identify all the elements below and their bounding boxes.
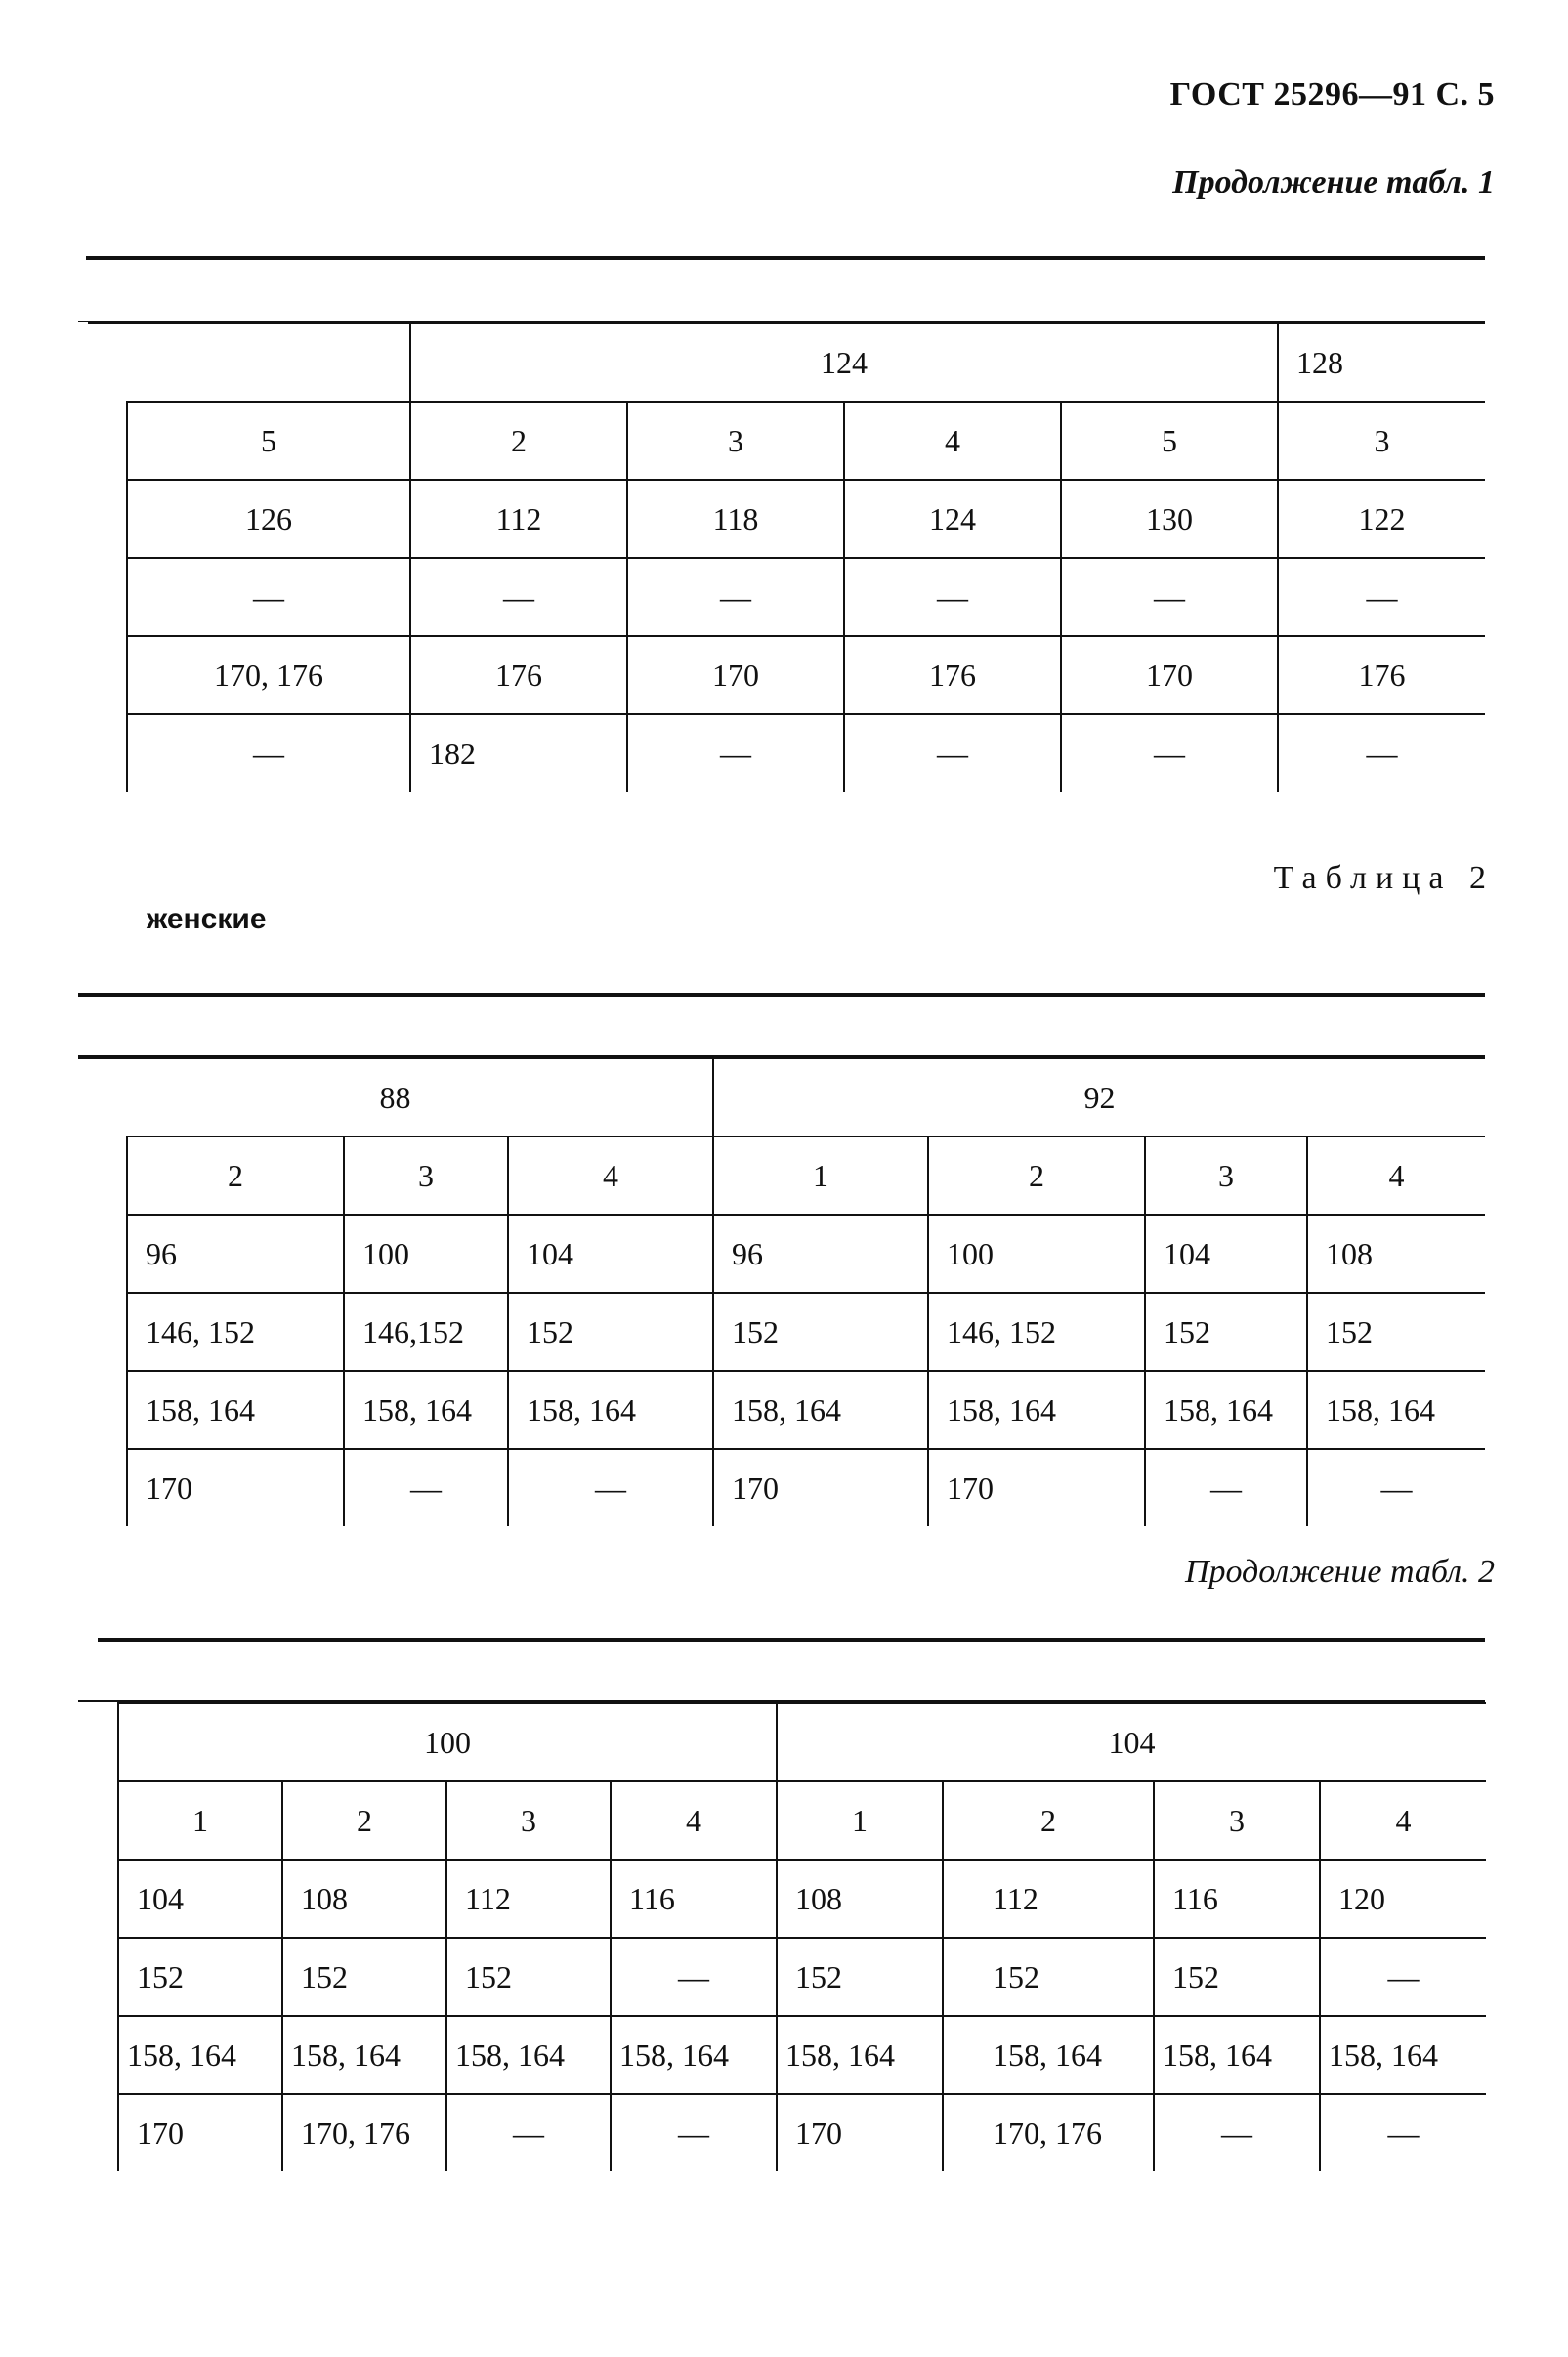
table-cell: —: [844, 714, 1061, 792]
table-cell: 170: [1061, 636, 1278, 714]
table2-cont-top-rule: [98, 1638, 1485, 1642]
group-header-cell: 92: [713, 1058, 1485, 1136]
column-header-cell: 3: [1145, 1136, 1307, 1215]
column-header-cell: 2: [127, 1136, 344, 1215]
table-row: [78, 1058, 1485, 1136]
table-row: [118, 1703, 1486, 1781]
column-header-cell: 2: [410, 402, 627, 480]
table-row: [78, 1371, 1485, 1449]
table-cell: 170: [627, 636, 844, 714]
column-header-cell: 5: [127, 402, 410, 480]
column-header-cell: 3: [446, 1781, 611, 1860]
table-cell: —: [1154, 2094, 1320, 2171]
table-row: [118, 1781, 1486, 1860]
table-cell: 158, 164: [1320, 2016, 1486, 2094]
table-cell: 170: [118, 2094, 282, 2171]
table-cell: —: [1061, 558, 1278, 636]
column-header-cell: 5: [1061, 402, 1278, 480]
table-cell: 152: [943, 1938, 1154, 2016]
table-cell: 158, 164: [713, 1371, 928, 1449]
group-header-cell: 128: [1278, 323, 1485, 402]
table-row: [78, 1449, 1485, 1526]
column-header-cell: 1: [118, 1781, 282, 1860]
table-row: [118, 1860, 1486, 1938]
table-cell: —: [127, 714, 410, 792]
table-cell: 104: [1145, 1215, 1307, 1293]
table-cell: 120: [1320, 1860, 1486, 1938]
table-cell: 158, 164: [282, 2016, 446, 2094]
margin-cell: [88, 402, 127, 480]
table2-continuation: [117, 1702, 1486, 2171]
table-row: [118, 2094, 1486, 2171]
table-cell: 158, 164: [777, 2016, 943, 2094]
table-cell: 158, 164: [943, 2016, 1154, 2094]
group-header-cell: 100: [118, 1703, 777, 1781]
table-row: [118, 1938, 1486, 2016]
column-header-cell: 4: [1320, 1781, 1486, 1860]
table-cell: 100: [928, 1215, 1145, 1293]
table-cell: —: [1278, 558, 1485, 636]
table-row: [78, 1215, 1485, 1293]
table-cell: 116: [611, 1860, 777, 1938]
table-cell: 124: [844, 480, 1061, 558]
table-cell: —: [611, 1938, 777, 2016]
table-cell: —: [508, 1449, 713, 1526]
table-cell: 146,152: [344, 1293, 508, 1371]
table-cell: 152: [1154, 1938, 1320, 2016]
table-cell: 112: [446, 1860, 611, 1938]
table-cell: 126: [127, 480, 410, 558]
column-header-cell: 3: [627, 402, 844, 480]
table-cell: 108: [282, 1860, 446, 1938]
table-cell: —: [1320, 1938, 1486, 2016]
table-row: [78, 1136, 1485, 1215]
table-cell: 108: [777, 1860, 943, 1938]
table-cell: 152: [118, 1938, 282, 2016]
column-header-cell: 4: [844, 402, 1061, 480]
table-cell: —: [844, 558, 1061, 636]
table1-top-rule: [86, 256, 1485, 260]
table-cell: 152: [713, 1293, 928, 1371]
table1-continuation: [88, 322, 1485, 792]
table-cell: 170, 176: [282, 2094, 446, 2171]
table-cell: 100: [344, 1215, 508, 1293]
column-header-cell: 1: [713, 1136, 928, 1215]
table-cell: 176: [410, 636, 627, 714]
table-cell: —: [410, 558, 627, 636]
table-cell: —: [127, 558, 410, 636]
table-cell: 122: [1278, 480, 1485, 558]
group-header-cell: 124: [410, 323, 1278, 402]
group-header-cell: 88: [78, 1058, 713, 1136]
table-cell: —: [344, 1449, 508, 1526]
table-cell: 146, 152: [928, 1293, 1145, 1371]
column-header-cell: 1: [777, 1781, 943, 1860]
table-cell: 96: [127, 1215, 344, 1293]
table-row: [88, 636, 1485, 714]
table-cell: 152: [282, 1938, 446, 2016]
table-cell: 112: [943, 1860, 1154, 1938]
table-cell: 158, 164: [118, 2016, 282, 2094]
table-cell: 182: [410, 714, 627, 792]
table-cell: —: [1145, 1449, 1307, 1526]
table-cell: 108: [1307, 1215, 1485, 1293]
blank-header-cell: [88, 323, 410, 402]
group-header-cell: 104: [777, 1703, 1486, 1781]
table-cell: —: [1320, 2094, 1486, 2171]
table-row: [88, 558, 1485, 636]
table-cell: 176: [844, 636, 1061, 714]
table-cell: 104: [118, 1860, 282, 1938]
table-cell: 152: [508, 1293, 713, 1371]
table-cell: 158, 164: [344, 1371, 508, 1449]
column-header-cell: 2: [282, 1781, 446, 1860]
table2-subtitle: женские: [147, 903, 267, 935]
table-cell: 170: [928, 1449, 1145, 1526]
table-cell: 152: [777, 1938, 943, 2016]
column-header-cell: 3: [1278, 402, 1485, 480]
table-row: [88, 323, 1485, 402]
page-header: ГОСТ 25296—91 С. 5: [1169, 76, 1495, 112]
table-cell: 130: [1061, 480, 1278, 558]
table-cell: 158, 164: [928, 1371, 1145, 1449]
table-cell: 170: [777, 2094, 943, 2171]
column-header-cell: 4: [1307, 1136, 1485, 1215]
table-cell: 116: [1154, 1860, 1320, 1938]
table2-continuation-title: Продолжение табл. 2: [1184, 1554, 1495, 1590]
table-cell: 170: [127, 1449, 344, 1526]
table-row: [78, 1293, 1485, 1371]
table-cell: —: [627, 714, 844, 792]
column-header-cell: 3: [1154, 1781, 1320, 1860]
table-cell: —: [611, 2094, 777, 2171]
table-cell: 158, 164: [611, 2016, 777, 2094]
table-cell: —: [627, 558, 844, 636]
table-cell: 158, 164: [127, 1371, 344, 1449]
table-cell: 158, 164: [1145, 1371, 1307, 1449]
table-cell: 170, 176: [943, 2094, 1154, 2171]
table-row: [88, 402, 1485, 480]
table-cell: 118: [627, 480, 844, 558]
table-cell: 170, 176: [127, 636, 410, 714]
column-header-cell: 4: [508, 1136, 713, 1215]
table-cell: 112: [410, 480, 627, 558]
column-header-cell: 3: [344, 1136, 508, 1215]
table-cell: 104: [508, 1215, 713, 1293]
table-cell: —: [1307, 1449, 1485, 1526]
table-cell: 158, 164: [1307, 1371, 1485, 1449]
table-cell: 158, 164: [508, 1371, 713, 1449]
table-cell: 152: [446, 1938, 611, 2016]
table-cell: 146, 152: [127, 1293, 344, 1371]
table-cell: 170: [713, 1449, 928, 1526]
table2-top-rule: [78, 993, 1485, 997]
column-header-cell: 2: [928, 1136, 1145, 1215]
table-row: [88, 714, 1485, 792]
table-cell: 158, 164: [446, 2016, 611, 2094]
column-header-cell: 4: [611, 1781, 777, 1860]
table1-continuation-title: Продолжение табл. 1: [1172, 164, 1495, 200]
table-cell: —: [1061, 714, 1278, 792]
table-cell: 158, 164: [1154, 2016, 1320, 2094]
table-cell: 176: [1278, 636, 1485, 714]
table-cell: 96: [713, 1215, 928, 1293]
table-row: [118, 2016, 1486, 2094]
table2: [78, 1057, 1485, 1526]
table-cell: —: [446, 2094, 611, 2171]
table-cell: 152: [1145, 1293, 1307, 1371]
table-cell: 152: [1307, 1293, 1485, 1371]
table2-label: Таблица 2: [1273, 860, 1495, 896]
column-header-cell: 2: [943, 1781, 1154, 1860]
table-row: [88, 480, 1485, 558]
table-cell: —: [1278, 714, 1485, 792]
